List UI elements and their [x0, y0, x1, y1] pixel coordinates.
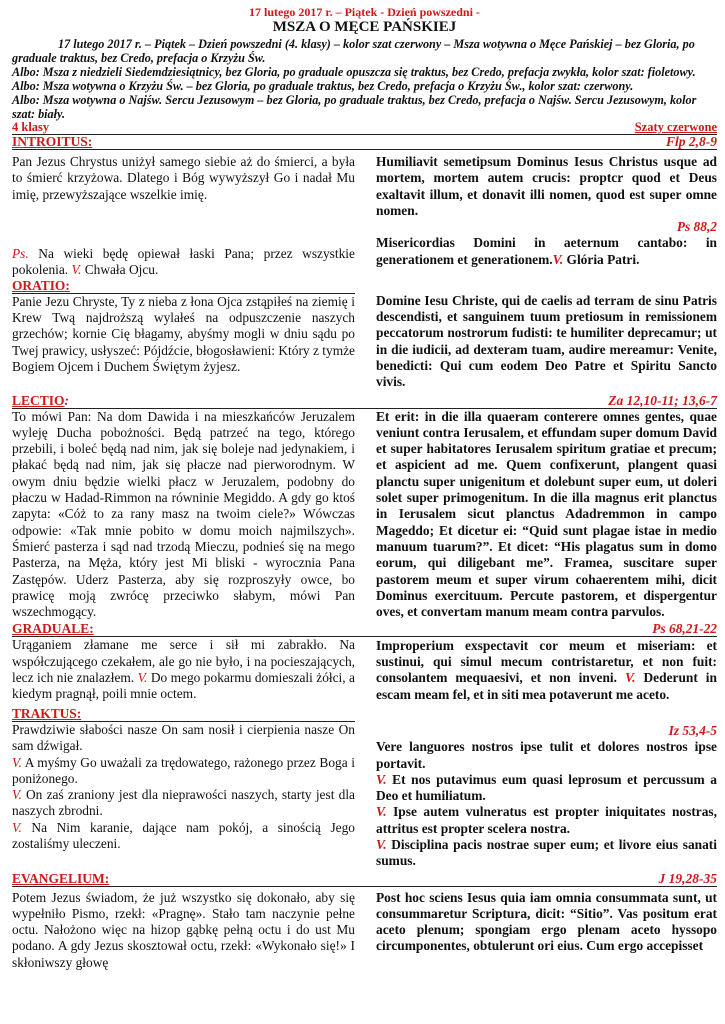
versicle-marker: V. — [376, 804, 387, 820]
class-row — [12, 121, 717, 135]
section-label: INTROITUS: — [12, 134, 93, 149]
latin-column — [376, 703, 717, 870]
scripture-reference: Ps 68,21-22 — [652, 621, 717, 637]
polish-text: To mówi Pan: Na dom Dawida i na mieszkańców Jeruzalem wyleję Ducha pobożności. Będą patrzeć na tego, którego przebili, i boleć będą nad nim, jak się boleje nad jedynakiem, i płakać będą nad nim, jak się płacze nad pierworodnym. W owym dniu będzie wielki płacz w Jeruzalem, podobny do płaczu w Hadad-Rimmon na równinie Megiddo. A gdy go ktoś zapyta: «Cóż to za rany masz na twoim ciele?» Wówczas odpowie: «Tak mnie pobito w domu moich najmilszych». Śmierć pasterza i sąd nad trzodą Mieczu, podnieś się na mego Pasterza, na Męża, który jest Mi bliski - wyrocznia Pana Zastępów. Uderz Pasterza, aby się rozproszyły owce, bo prawicę moją zwrócę przeciwko słabym, mówi Pan wszechmogący. — [12, 408, 355, 620]
scripture-reference: Flp 2,8-9 — [665, 134, 717, 149]
oratio-body — [12, 279, 717, 391]
polish-column — [12, 154, 355, 219]
polish-column — [12, 890, 355, 971]
latin-column — [376, 154, 717, 219]
latin-verse: V. Disciplina pacis nostrae super eum; et livore eius sanati sumus. — [376, 836, 717, 869]
latin-text: Domine Iesu Christe, qui de caelis ad terram de sinu Patris descendisti, et sanguinem tuum pretiosum in remissionem peccatorum nostrorum fudisti: te humiliter deprecamur; ut in die iudicii, ad dexteram tuam, audire mereamur: Venite, benedicti: Qui cum eodem Deo Patre et Spiritu Sancto vivis. — [376, 292, 717, 390]
polish-column — [12, 409, 355, 621]
intro-line: Albo: Msza z niedzieli Siedemdziesiątnicy, bez Gloria, po graduale opuszcza się traktus, bez Credo, prefacja zwykła, kolor szat: fioletowy. — [12, 65, 696, 79]
polish-psalm: Ps. Na wieki będę opiewał łaski Pana; przez wszystkie pokolenia. V. Chwała Ojcu. — [12, 246, 355, 278]
latin-verse: Vere languores nostros ipse tulit et dolores nostros ipse portavit. — [376, 739, 717, 771]
versicle-marker: V. — [12, 787, 22, 803]
versicle-marker: V. — [12, 754, 22, 770]
polish-verse: V. Na Nim karanie, dające nam pokój, a sinością Jego zostaliśmy uleczeni. — [12, 819, 355, 851]
introitus-psalm — [12, 219, 717, 279]
polish-verse: Prawdziwie słabości nasze On sam nosił i cierpienia nasze On sam dźwigał. — [12, 721, 355, 754]
evangelium-body — [12, 890, 717, 971]
latin-column — [376, 621, 717, 702]
traktus-body — [12, 703, 717, 870]
latin-column — [376, 890, 717, 971]
versicle-marker: V. — [552, 251, 564, 267]
lectio-body — [12, 409, 717, 621]
class-label: 4 klasy — [12, 120, 50, 134]
introitus-body — [12, 154, 717, 219]
latin-column — [376, 279, 717, 391]
versicle-marker: V. — [71, 262, 82, 278]
polish-text: Potem Jezus świadom, że już wszystko się dokonało, aby się wypełniło Pismo, rzekł: «Pragnę». Stało tam naczynie pełne octu. Nałożono więc na hizop gąbkę pełną octu i do ust Mu podano. A gdy Jezus skosztował octu, rzekł: «Wykonało się!» I skłoniwszy głowę — [12, 889, 355, 970]
latin-text: Et erit: in die illa quaeram conterere omnes gentes, quae veniunt contra Ierusalem, et effundam super domum David et super habitatores Ierusalem spiritum gratiae et precum; et aspicient ad me. Quem confixerunt, plangent quasi planctu super unigenitum et dolebunt super eum, ut doleri solet super primogenitum. In die illa magnus erit planctus in Ierusalem sicut planctus Adadremmon in campo Mageddo; Et dicetur ei: “Quid sunt plagae istae in medio manuum tuarum?”. Et dicet: “His plagatus sum in domo eorum, qui diligebant me”. Framea, suscitare super pastorem meum et super virum cohaerentem mihi, dicit Dominus exercituum. Percute pastorem, et dispergentur oves, et convertam manum meam contra parvulos. — [376, 408, 717, 620]
polish-text: Panie Jezu Chryste, Ty z nieba z łona Ojca zstąpiłeś na ziemię i Krew Twą najdroższą wylałeś na odpuszczenie naszych grzechów; kornie Cię błagamy, abyśmy mogli w dniu sądu po Twej prawicy, usłyszeć: Pójdźcie, błogosławieni: Który z tymże Bogiem Ojcem i Duchem Świętym żyjesz. — [12, 293, 355, 374]
psalm-marker: Ps. — [12, 246, 29, 262]
section-label: EVANGELIUM: — [12, 870, 110, 886]
latin-column — [376, 219, 717, 279]
scripture-reference: Iz 53,4-5 — [668, 722, 717, 738]
polish-verse: V. A myśmy Go uważali za trędowatego, rażonego przez Boga i poniżonego. — [12, 754, 356, 786]
polish-text: Urąganiem złamane me serce i sił mi zabrakło. Na współczującego czekałem, ale go nie było, i na pocieszających, lecz ich nie znalazłem. V. Do mego pokarmu domieszali żółci, a kiedym pragnął, poili mnie octem. — [12, 637, 355, 702]
versicle-marker: V. — [12, 819, 22, 835]
versicle-marker: V. — [376, 836, 387, 852]
section-label: ORATIO: — [12, 277, 70, 293]
lectio-heading: LECTIO: Za 12,10-11; 13,6-7 — [12, 392, 717, 408]
latin-verse: V. Ipse autem vulneratus est propter iniquitates nostras, attritus est propter scelera nostra. — [376, 804, 717, 836]
versicle-marker: V. — [137, 670, 148, 686]
oratio-heading — [12, 279, 355, 294]
section-label: GRADUALE: — [12, 621, 94, 637]
section-label: LECTIO — [12, 392, 65, 408]
intro-line: Albo: Msza wotywna o Krzyżu Św. – bez Gloria, po graduale traktus, bez Credo, prefacja o Krzyżu Św., kolor szat: czerwony. — [12, 79, 634, 93]
intro-line: 17 lutego 2017 r. – Piątek – Dzień powszedni (4. klasy) – kolor szat czerwony – Msza wotywna o Męce Pańskiej – bez Gloria, po graduale traktus, bez Credo, prefacja o Krzyżu Św. — [12, 37, 695, 65]
latin-text: Improperium exspectavit cor meum et miseriam: et sustinui, qui simul mecum contristaretur, et non fuit: consolantem mequaesivi, et non inveni. V. Dederunt in escam meam fel, et in siti mea potaverunt me aceto. — [376, 637, 717, 702]
latin-text: Humiliavit semetipsum Dominus Iesus Christus usque ad mortem, mortem autem crucis: proptcr quod et Deus exaltavit illum, et donavit illi nomen, quod est super omne nomen. — [376, 154, 717, 218]
latin-psalm: Misericordias Domini in aeternum cantabo: in generationem et generationem.V. Glória Patri. — [376, 235, 717, 267]
intro-line: Albo: Msza wotywna o Najśw. Sercu Jezusowym – bez Gloria, po graduale traktus, bez Credo, prefacja o Najśw. Sercu Jezusowym, kolor szat: biały. — [12, 93, 697, 121]
missal-page — [12, 0, 717, 971]
polish-text: Pan Jezus Chrystus uniżył samego siebie aż do śmierci, a była to śmierć krzyżowa. Dlatego i Bóg wywyższył Go i nadał Mu imię, przewyższające wszelkie imię. — [12, 154, 355, 202]
latin-text: Post hoc sciens Iesus quia iam omnia consummata sunt, ut consummaretur Scriptura, dicit: “Sitio”. Vas positum erat aceto plenum; spongiam ergo plenam aceto hyssopo circumponentes, obtulerunt ori eius. Cum ergo accepisset — [376, 889, 717, 954]
traktus-heading — [12, 707, 355, 722]
mass-description — [12, 37, 717, 121]
vestments-label: Szaty czerwone — [634, 120, 717, 134]
polish-column — [12, 279, 355, 391]
versicle-marker: V. — [376, 771, 387, 787]
polish-verse: V. On zaś zraniony jest dla nieprawości naszych, starty jest dla naszych zbrodni. — [12, 787, 355, 819]
versicle-marker: V. — [624, 670, 636, 686]
date-line: 17 lutego 2017 r. – Piątek - Dzień powszedni - — [249, 5, 480, 19]
scripture-reference: J 19,28-35 — [658, 870, 717, 886]
latin-verse: V. Et nos putavimus eum quasi leprosum et percussum a Deo et humiliatum. — [376, 771, 717, 804]
polish-column — [12, 219, 355, 279]
page-title: MSZA O MĘCE PAŃSKIEJ — [272, 19, 457, 35]
polish-column — [12, 703, 355, 870]
latin-column — [376, 409, 717, 621]
psalm-reference: Ps 88,2 — [676, 219, 717, 235]
section-label: TRAKTUS: — [12, 705, 82, 721]
scripture-reference: Za 12,10-11; 13,6-7 — [608, 392, 717, 408]
polish-column — [12, 637, 355, 702]
evangelium-heading — [12, 872, 717, 887]
introitus-heading — [12, 135, 717, 150]
